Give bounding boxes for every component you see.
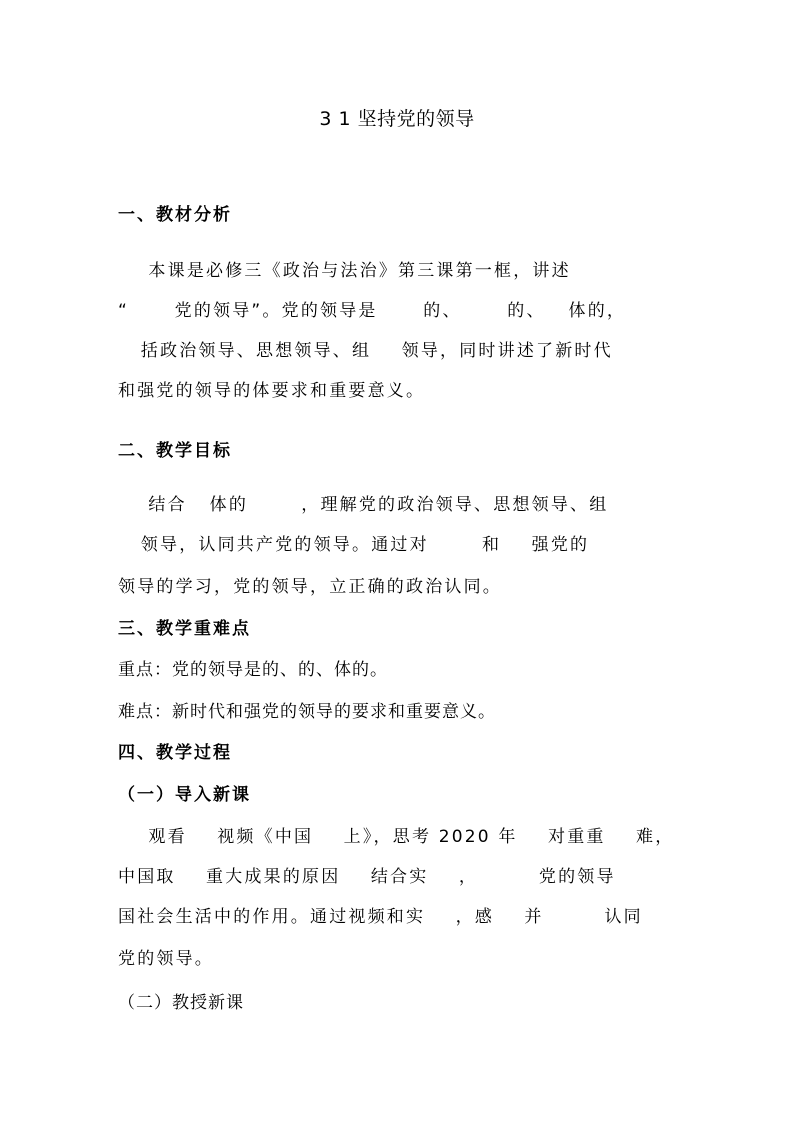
paragraph-line: 国社会生活中的作用。通过视频和实 ，感 并 认同 — [118, 907, 643, 927]
paragraph-line: 括政治领导、思想领导、组 领导，同时讲述了新时代 — [118, 341, 613, 361]
section-heading-2: 二、教学目标 — [118, 441, 232, 461]
section-heading-1: 一、教材分析 — [118, 205, 232, 225]
document-title: 3 1 坚持党的领导 — [319, 108, 475, 130]
paragraph-line: 党的领导。 — [118, 949, 214, 969]
paragraph-line: 难点：新时代和强党的领导的要求和重要意义。 — [118, 702, 496, 722]
paragraph-line: 中国取 重大成果的原因 结合实 ， 党的领导 — [118, 867, 616, 887]
paragraph-line: 领导，认同共产党的领导。通过对 和 强党的 — [118, 535, 590, 555]
paragraph-line: “ 党的领导”。党的领导是 的、 的、 体的， — [118, 301, 627, 321]
paragraph-line: 重点：党的领导是的、的、体的。 — [118, 660, 388, 680]
paragraph-line: 本课是必修三《政治与法治》第三课第一框，讲述 — [118, 261, 571, 281]
paragraph-line: 结合 体的 ，理解党的政治领导、思想领导、组 — [118, 495, 609, 515]
paragraph-line: 观看 视频《中国 上》，思考 2020 年 对重重 难， — [118, 827, 675, 847]
paragraph-line: 和强党的领导的体要求和重要意义。 — [118, 381, 426, 401]
subsection-heading-1: （一）导入新课 — [118, 785, 251, 805]
subsection-heading-2: （二）教授新课 — [118, 993, 244, 1013]
section-heading-4: 四、教学过程 — [118, 743, 232, 763]
paragraph-line: 领导的学习，党的领导，立正确的政治认同。 — [118, 577, 502, 597]
section-heading-3: 三、教学重难点 — [118, 619, 251, 639]
